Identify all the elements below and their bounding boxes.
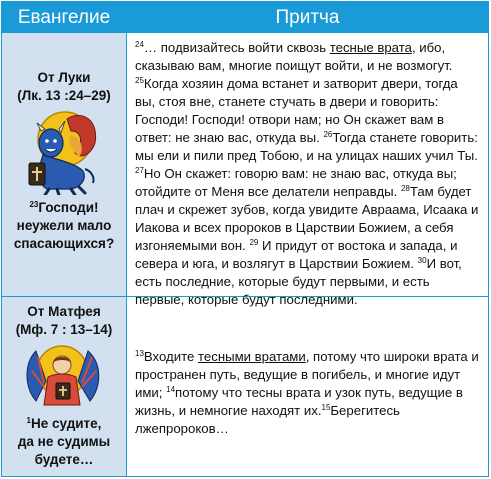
gospel-reference: (Лк. 13 :24–29) (17, 88, 111, 103)
winged-ox-icon (25, 109, 103, 195)
gospel-cell-luke (2, 33, 126, 296)
verse-text: Входите (143, 349, 198, 364)
gospel-quote (2, 415, 126, 469)
verse-text: , ибо, сказываю вам, многие поищут войти, и не возмогут. (135, 40, 453, 73)
gospel-reference: (Мф. 7 : 13–14) (15, 322, 113, 337)
verse-number: 25 (135, 76, 144, 85)
verse-number: 27 (135, 166, 144, 175)
verse-number: 28 (400, 184, 410, 193)
verse-text: И вот, есть последние, которые будут первыми, и есть первые, которые будут последними. (135, 256, 462, 307)
verse-number: 30 (417, 256, 427, 265)
quote-line: Господи! (38, 200, 99, 215)
parable-text-luke (127, 39, 488, 309)
verse-text: потому что тесны врата и узок путь, ведущие в жизнь, и немногие находят их. (135, 385, 463, 418)
narrow-gates-text: тесными вратами (198, 349, 306, 364)
quote-line: будете… (34, 452, 94, 467)
verse-text: , потому что широки врата и пространен путь, ведущие в погибель, и многие идут ими; (135, 349, 479, 400)
gospel-name: От Матфея (27, 304, 101, 319)
quote-line: Не судите, (31, 416, 102, 431)
winged-man-icon (22, 341, 106, 411)
verse-text: Берегитесь лжепророков… (135, 403, 400, 436)
parable-table (1, 1, 489, 477)
header-parable: Притча (127, 2, 488, 33)
verse-number: 1 (26, 416, 31, 425)
verse-text: Когда хозяин дома встанет и затворит двери, тогда вы, стоя вне, станете стучать в двери и говорить: Господи! Господи! отвори нам; но Он скажет вам в ответ: не знаю вас, откуда вы. (135, 76, 458, 145)
verse-text: Тогда станете говорить: мы ели и пили пред Тобою, и на улицах наших учил Ты. (135, 130, 478, 163)
verse-text: Но Он скажет: говорю вам: не знаю вас, откуда вы; отойдите от Меня все делатели неправды. (135, 166, 457, 199)
parable-text-matthew (127, 348, 488, 438)
verse-text: … подвизайтесь войти сквозь (143, 40, 330, 55)
verse-number: 14 (166, 385, 176, 394)
verse-number: 23 (29, 200, 39, 209)
gospel-name: От Луки (37, 70, 91, 85)
gospel-quote (2, 199, 126, 253)
verse-number: 15 (321, 403, 331, 412)
quote-line: неужели мало (16, 218, 112, 233)
verse-text: Там будет плач и скрежет зубов, когда увидите Авраама, Исаака и Иакова и всех пророков в Царствии Божием, а себя изгоняемыми вон. (135, 184, 479, 253)
verse-number: 29 (249, 238, 259, 247)
verse-number: 26 (323, 130, 333, 139)
quote-line: спасающихся? (13, 236, 115, 251)
gospel-cell-matthew (2, 297, 126, 476)
verse-number: 24 (135, 40, 144, 49)
narrow-gates-text: тесные врата (329, 40, 412, 55)
verse-number: 13 (135, 349, 144, 358)
verse-text: И придут от востока и запада, и севера и юга, и возлягут в Царствии Божием. (135, 238, 458, 271)
header-gospel: Евангелие (2, 2, 126, 33)
quote-line: да не судимы (17, 434, 111, 449)
